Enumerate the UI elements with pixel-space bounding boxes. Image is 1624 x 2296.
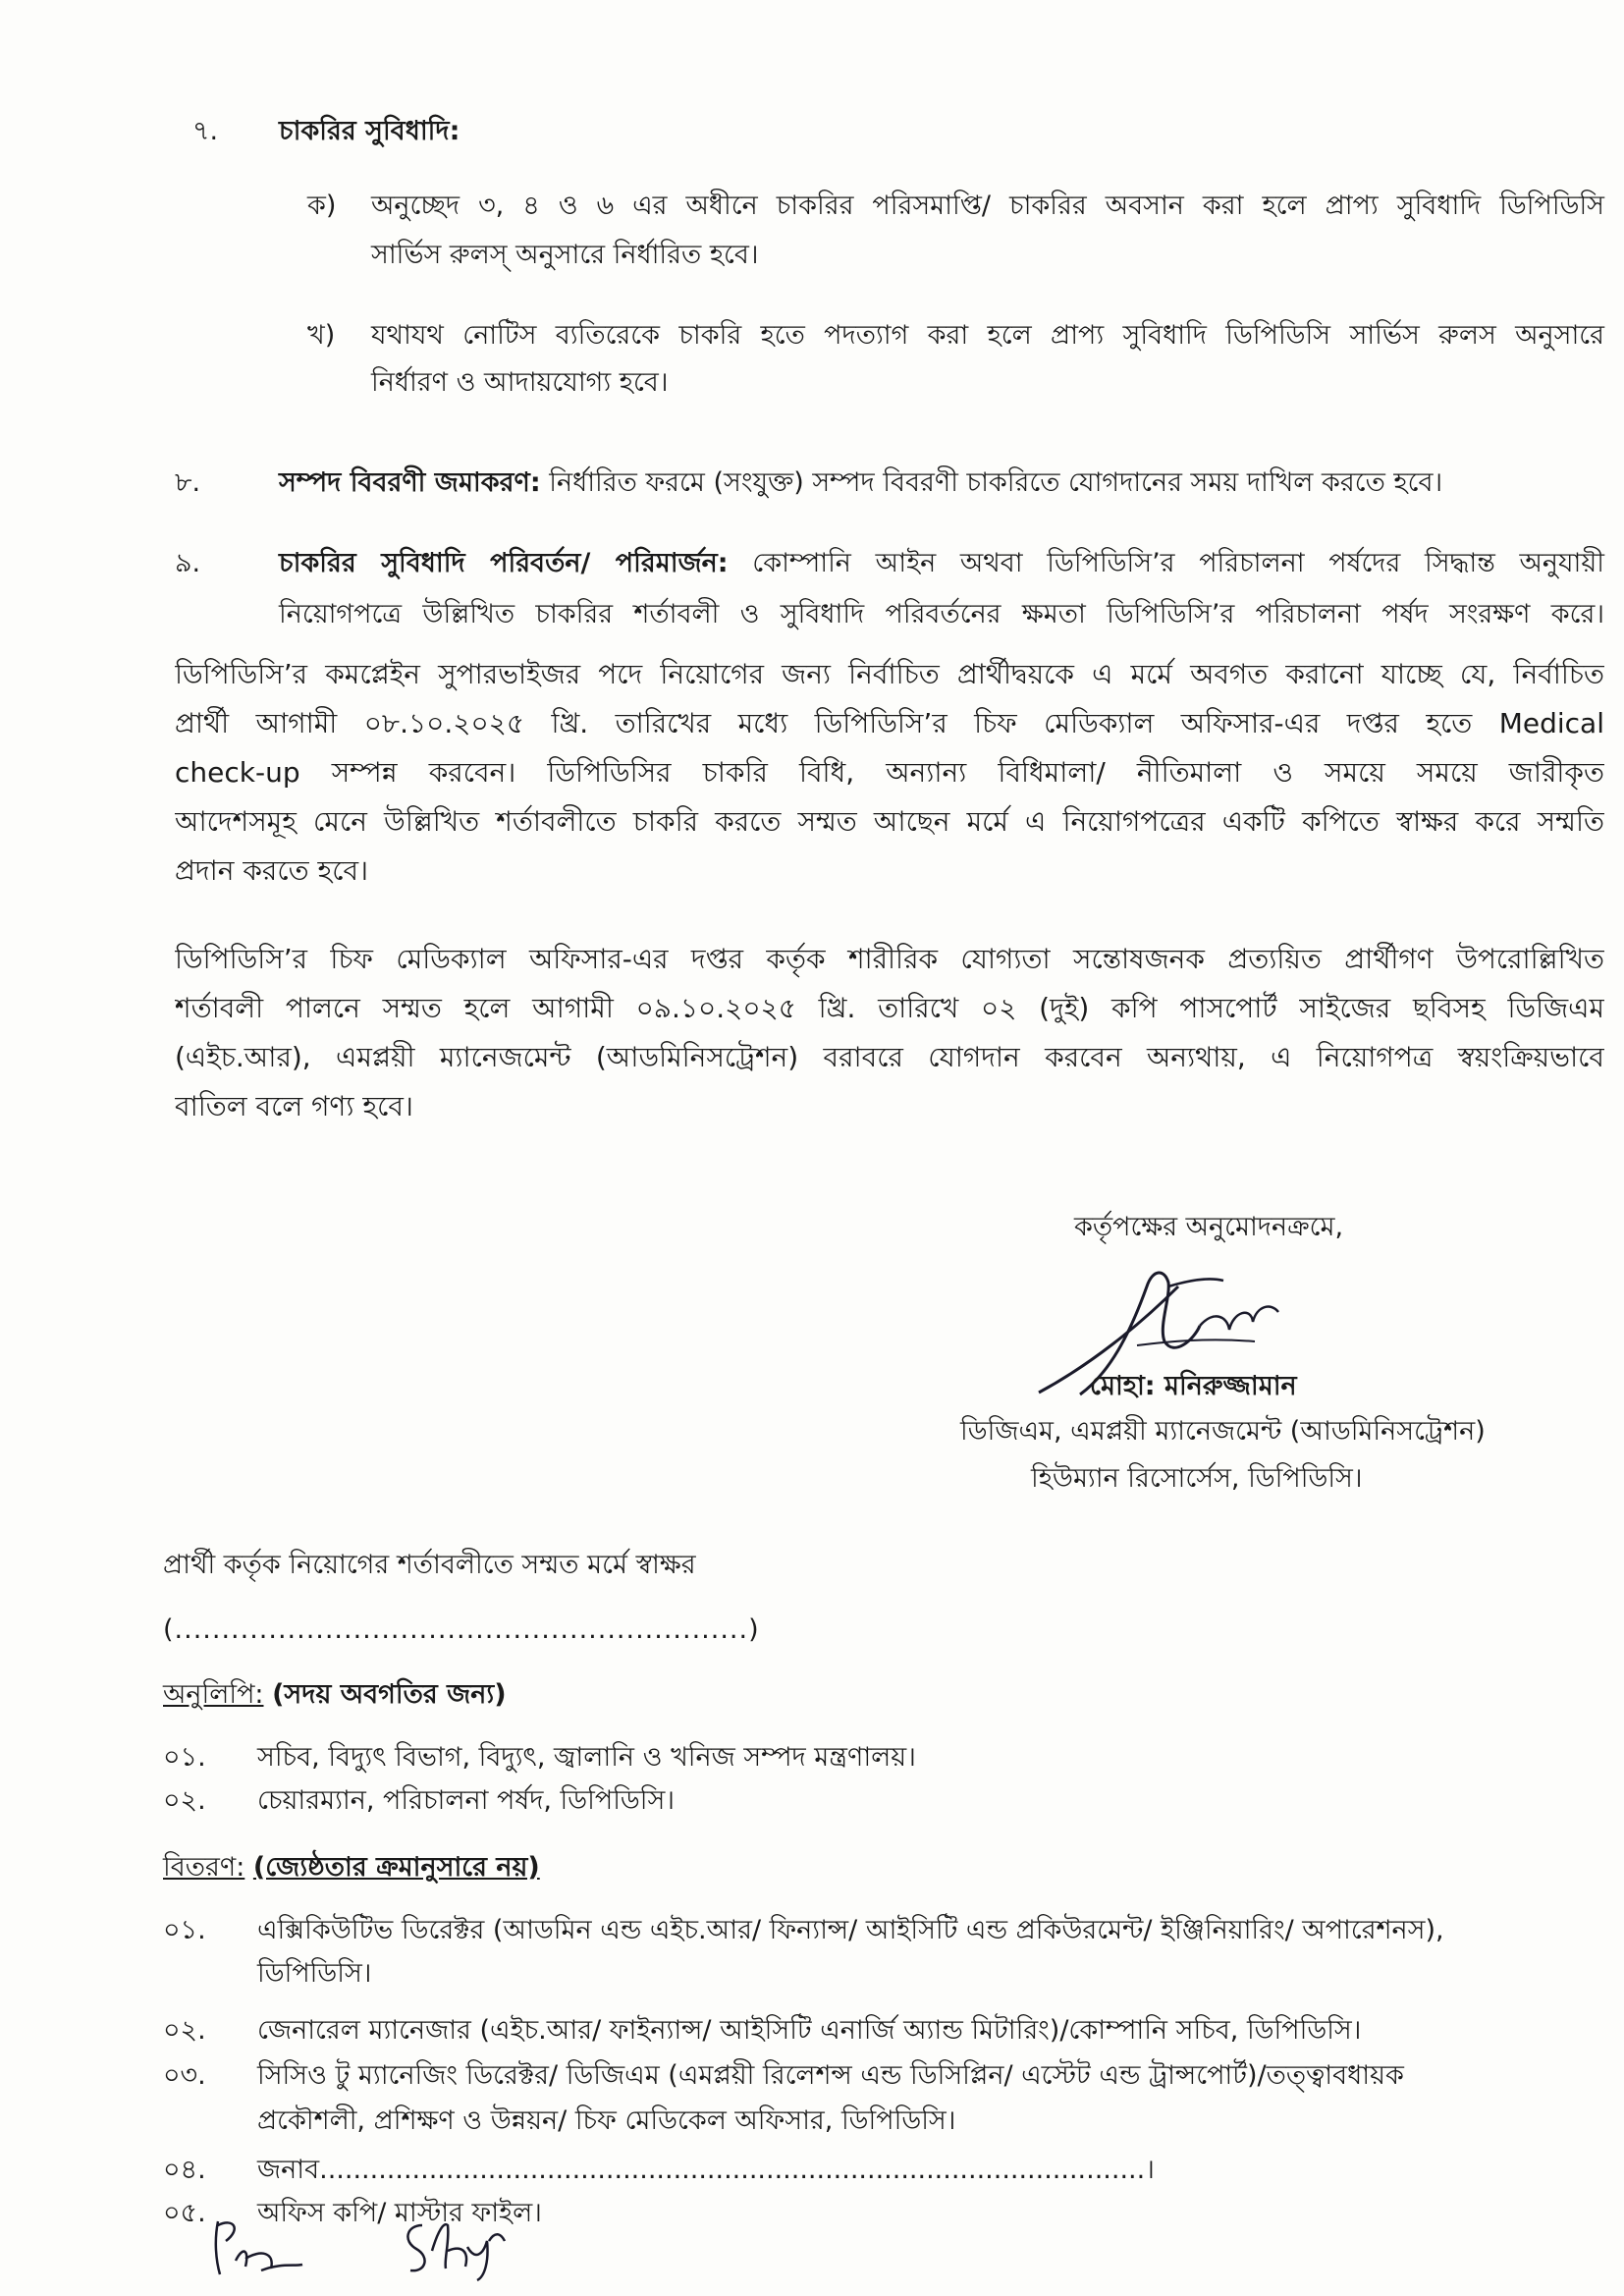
copy-heading-label: অনুলিপি:	[163, 1679, 264, 1710]
signatory-dept: হিউম্যান রিসোর্সেস, ডিপিডিসি।	[1031, 1463, 1363, 1494]
dist-item-4-line1: জনাব..................................................................................................।	[257, 2155, 1155, 2185]
sec9-line2: নিয়োগপত্রে উল্লিখিত চাকরির শর্তাবলী ও সুবিধাদি পরিবর্তনের ক্ষমতা ডিপিডিসি’র পরিচালনা পর্ষদ সংরক্ষণ করে।	[279, 599, 1604, 629]
copy-item-2-number: ০২.	[163, 1785, 206, 1816]
para2-line2: শর্তাবলী পালনে সম্মত হলে আগামী ০৯.১০.২০২৫ খ্রি. তারিখে ০২ (দুই) কপি পাসপোর্ট সাইজের ছবিসহ ডিজিএম	[175, 992, 1604, 1024]
dist-item-1-line1: এক্সিকিউটিভ ডিরেক্টর (আডমিন এন্ড এইচ.আর/ ফিন্যান্স/ আইসিটি এন্ড প্রকিউরমেন্ট/ ইঞ্জিনিয়ারিং/ অপারেশনস),	[257, 1915, 1444, 1945]
dist-item-3-line2: প্রকৌশলী, প্রশিক্ষণ ও উন্নয়ন/ চিফ মেডিকেল অফিসার, ডিপিডিসি।	[257, 2105, 956, 2136]
sec8-number: ৮.	[175, 467, 201, 498]
distribution-heading	[163, 1846, 540, 1889]
dist-item-1-line2: ডিপিডিসি।	[257, 1958, 372, 1989]
candidate-signature-label: প্রার্থী কর্তৃক নিয়োগের শর্তাবলীতে সম্মত মর্মে স্বাক্ষর	[163, 1550, 696, 1580]
sec7-a-line2: সার্ভিস রুলস্ অনুসারে নির্ধারিত হবে।	[371, 240, 759, 270]
para1-line4: আদেশসমূহ মেনে উল্লিখিত শর্তাবলীতে চাকরি করতে সম্মত আছেন মর্মে এ নিয়োগপত্রের একটি কপিতে স্বাক্ষর করে সম্মতি	[175, 805, 1604, 838]
distribution-heading-label: বিতরণ:	[163, 1852, 245, 1883]
initials-2	[393, 2212, 520, 2282]
sec7-b-line1: যথাযথ নোটিস ব্যতিরেকে চাকরি হতে পদত্যাগ করা হলে প্রাপ্য সুবিধাদি ডিপিডিসি সার্ভিস রুলস অনুসারে	[371, 320, 1604, 351]
sec9-number: ৯.	[175, 548, 201, 578]
copy-heading-note: (সদয় অবগতির জন্য)	[272, 1679, 507, 1710]
sec7-a-line1: অনুচ্ছেদ ৩, ৪ ও ৬ এর অধীনে চাকরির পরিসমাপ্তি/ চাকরির অবসান করা হলে প্রাপ্য সুবিধাদি ডিপিডিসি	[371, 191, 1604, 221]
dist-item-2-number: ০২.	[163, 2015, 206, 2046]
dist-item-1-number: ০১.	[163, 1915, 206, 1945]
para1-line5: প্রদান করতে হবে।	[175, 854, 369, 887]
sec9-line1	[279, 542, 1604, 585]
sec8-line	[279, 462, 1442, 505]
para1-line2: প্রার্থী আগামী ০৮.১০.২০২৫ খ্রি. তারিখের মধ্যে ডিপিডিসি’র চিফ মেডিক্যাল অফিসার-এর দপ্তর হতে Medical	[175, 707, 1604, 739]
para1-line3: check-up সম্পন্ন করবেন। ডিপিডিসির চাকরি বিধি, অন্যান্য বিধিমালা/ নীতিমালা ও সময়ে সময়ে জারীকৃত	[175, 756, 1604, 789]
dist-item-3-line1: সিসিও টু ম্যানেজিং ডিরেক্টর/ ডিজিএম (এমপ্লয়ী রিলেশন্স এন্ড ডিসিপ্লিন/ এস্টেট এন্ড ট্রান্সপোর্ট)/তত্ত্বাবধায়ক	[257, 2060, 1404, 2091]
dist-item-5-number: ০৫.	[163, 2198, 206, 2228]
sec7-a-mark: ক)	[307, 191, 337, 221]
para2-line4: বাতিল বলে গণ্য হবে।	[175, 1090, 413, 1122]
dist-item-2-line1: জেনারেল ম্যানেজার (এইচ.আর/ ফাইন্যান্স/ আইসিটি এনার্জি অ্যান্ড মিটারিং)/কোম্পানি সচিব, ডিপিডিসি।	[257, 2015, 1362, 2046]
initials-1	[206, 2212, 314, 2282]
sec8-text: নির্ধারিত ফরমে (সংযুক্ত) সম্পদ বিবরণী চাকরিতে যোগদানের সময় দাখিল করতে হবে।	[549, 467, 1443, 498]
signatory-name: মোহা: মনিরুজ্জামান	[1090, 1371, 1297, 1401]
paragraph-medical-checkup	[175, 650, 1604, 896]
sec7-number: ৭.	[192, 116, 219, 146]
copy-item-1-text: সচিব, বিদ্যুৎ বিভাগ, বিদ্যুৎ, জ্বালানি ও খনিজ সম্পদ মন্ত্রণালয়।	[257, 1742, 916, 1773]
para2-line3: (এইচ.আর), এমপ্লয়ী ম্যানেজমেন্ট (আডমিনিসট্রেশন) বরাবরে যোগদান করবেন অন্যথায়, এ নিয়োগপত্র স্বয়ংক্রিয়ভাবে	[175, 1041, 1604, 1073]
sec9-text-line1: কোম্পানি আইন অথবা ডিপিডিসি’র পরিচালনা পর্ষদের সিদ্ধান্ত অনুযায়ী	[752, 548, 1604, 578]
dist-item-4-number: ০৪.	[163, 2155, 206, 2185]
candidate-signature-line: (.............................................................)	[163, 1614, 760, 1645]
sec7-b-mark: খ)	[307, 320, 336, 351]
distribution-heading-note: (জ্যেষ্ঠতার ক্রমানুসারে নয়)	[252, 1852, 540, 1883]
copy-item-1-number: ০১.	[163, 1742, 206, 1773]
copy-item-2-text: চেয়ারম্যান, পরিচালনা পর্ষদ, ডিপিডিসি।	[257, 1785, 676, 1816]
sec7-title: চাকরির সুবিধাদি:	[279, 116, 460, 146]
sec7-b-line2: নির্ধারণ ও আদায়যোগ্য হবে।	[371, 367, 669, 398]
dist-item-3-number: ০৩.	[163, 2060, 206, 2091]
copy-heading	[163, 1673, 507, 1717]
paragraph-joining	[175, 935, 1604, 1131]
sec8-title: সম্পদ বিবরণী জমাকরণ:	[279, 467, 541, 498]
sec9-title: চাকরির সুবিধাদি পরিবর্তন/ পরিমার্জন:	[279, 548, 729, 578]
dist-item-5-line1: অফিস কপি/ মাস্টার ফাইল।	[257, 2198, 542, 2228]
para1-line1: ডিপিডিসি’র কমপ্লেইন সুপারভাইজর পদে নিয়োগের জন্য নির্বাচিত প্রার্থীদ্বয়কে এ মর্মে অবগত করানো যাচ্ছে যে, নির্বাচিত	[175, 658, 1604, 690]
para2-line1: ডিপিডিসি’র চিফ মেডিক্যাল অফিসার-এর দপ্তর কর্তৃক শারীরিক যোগ্যতা সন্তোষজনক প্রত্যয়িত প্রার্থীগণ উপরোল্লিখিত	[175, 943, 1604, 975]
signatory-title: ডিজিএম, এমপ্লয়ী ম্যানেজমেন্ট (আডমিনিসট্রেশন)	[960, 1416, 1486, 1447]
approval-note: কর্তৃপক্ষের অনুমোদনক্রমে,	[1074, 1212, 1344, 1242]
